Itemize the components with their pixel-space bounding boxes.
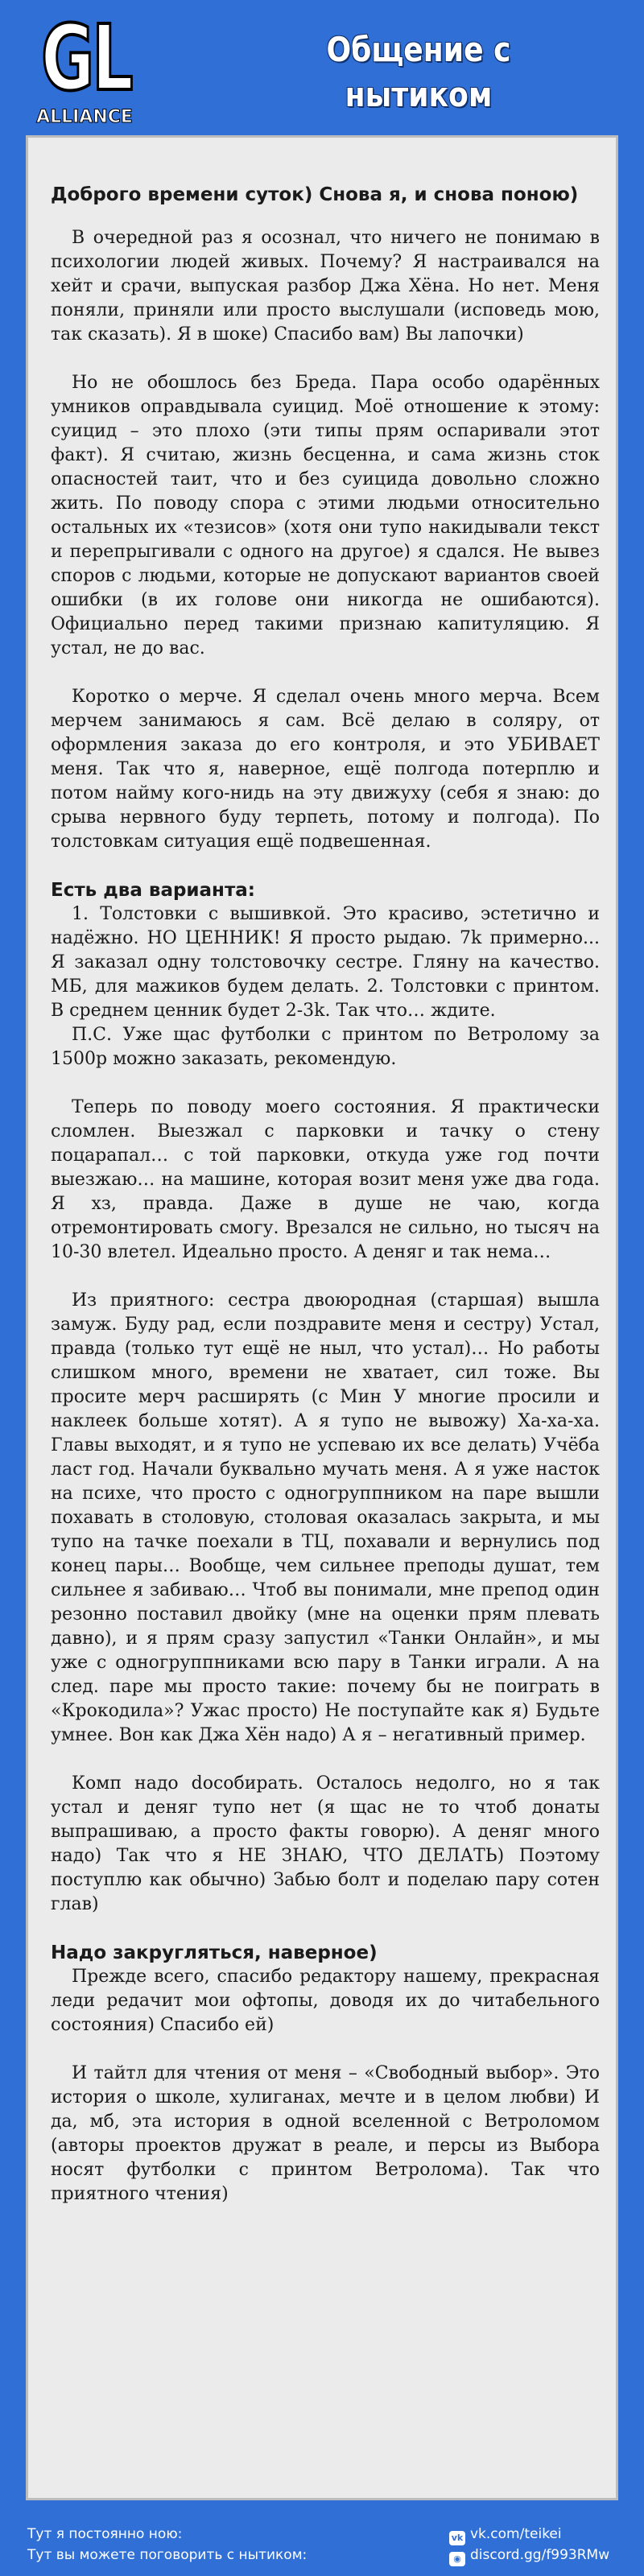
footer-line-2: Тут вы можете поговорить с нытиком: <box>27 2547 308 2563</box>
discord-icon: ◉ <box>449 2552 465 2566</box>
discord-link[interactable] <box>449 2545 626 2565</box>
article-content <box>51 183 600 2207</box>
paragraph-4: Теперь по поводу моего состояния. Я практически сломлен. Выезжал с парковки и тачку о стену поцарапал… с той парковки, откуда уже год почти выезжаю… на машине, которая возит меня уже два года. Я хз, правда. Даже в душе не чаю, когда отремонтировать смогу. Врезался не сильно, но тысяч на 10-30 влетел. Идеально просто. А деняг и так нема… <box>51 1097 600 1262</box>
page-title: Общение с нытиком <box>326 30 511 114</box>
discord-link-text: discord.gg/f993RMw <box>470 2547 610 2563</box>
paragraph-2: Но не обошлось без Бреда. Пара особо одарённых умников оправдывала суицид. Моё отношение к этому: суицид – это плохо (эти типы прям оспаривали этот факт). Я считаю, жизнь бесценна, и сама жизнь сток опасностей таит, что и без суицида довольно сложно жить. По поводу спора с этими людьми относительно остальных их «тезисов» (хотя они тупо накидывали текст и перепрыгивали с одного на другое) я сдался. Не вывез споров с людьми, которые не допускают вариантов своей ошибки (в их голове они никогда не ошибаются). Официально перед такими признаю капитуляцию. Я устал, не до вас. <box>51 373 600 658</box>
variants-heading: Есть два варианта: <box>51 880 255 901</box>
vk-link-text: vk.com/teikei <box>470 2526 562 2542</box>
ps-note: П.С. Уже щас футболки с принтом по Ветролому за 1500р можно заказать, рекомендую. <box>51 1025 600 1069</box>
paragraph-8: И тайтл для чтения от меня – «Свободный выбор». Это история о школе, хулиганах, мечте и в целом любви) И да, мб, эта история в одной вселенной с Ветроломом (авторы проектов дружат в реале, и персы из Выбора носят футболки с принтом Ветролома). Так что приятного чтения) <box>51 2063 600 2204</box>
paragraph-5: Из приятного: сестра двоюродная (старшая) вышла замуж. Буду рад, если поздравите меня и сестру) Устал, правда (только тут ещё не ныл, что устал)… Но работы слишком много, времени не хватает, сил тоже. Вы просите мерч расширять (с Мин У многие просили и наклеек больше хотят). А я тупо не вывожу) Ха-ха-ха. Главы выходят, и я тупо не успеваю их все делать) Учёба ласт год. Начали буквально мучать меня. А я уже насток на психе, что просто с одногруппником на паре вышли похавать в столовую, столовая оказалась закрыта, и мы тупо на тачке поехали в ТЦ, похавали и вернулись под конец пары… Вообще, чем сильнее преподы душат, тем сильнее я забиваю… Чтоб вы понимали, мне препод один резонно поставил двойку (мне на оценки прям плевать давно), и я прям сразу запустил «Танки Онлайн», и мы уже с одногруппниками всю пару в Танки играли. А на след. паре мы просто такие: почему бы не поиграть в «Крокодила»? Ужас просто) Не поступайте как я) Будьте умнее. Вон как Джа Хён надо) А я – негативный пример. <box>51 1290 600 1745</box>
gl-alliance-logo <box>24 6 145 130</box>
paragraph-7: Прежде всего, спасибо редактору нашему, прекрасная леди редачит мои офтопы, доводя их до читабельного состояния) Спасибо ей) <box>51 1967 600 2035</box>
footer-line-1: Тут я постоянно ною: <box>27 2526 183 2542</box>
vk-link[interactable] <box>449 2524 626 2544</box>
logo-alliance: ALLIANCE <box>36 107 133 127</box>
logo-gl: GL <box>40 6 131 111</box>
closing-heading: Надо закругляться, наверное) <box>51 1942 378 1963</box>
article-panel <box>26 135 618 2500</box>
paragraph-6: Комп надо dособирать. Осталось недолго, но я так устал и деняг тупо нет (я щас не то чтоб донаты выпрашиваю, а просто факты говорю). А деняг много надо) Так что я НЕ ЗНАЮ, ЧТО ДЕЛАТЬ) Поэтому поступлю как обычно) Забью болт и поделаю пару сотен глав) <box>51 1773 600 1914</box>
paragraph-1: В очередной раз я осознал, что ничего не понимаю в психологии людей живых. Почему? Я настраивался на хейт и срачи, выпуская разбор Джа Хёна. Но нет. Меня поняли, приняли или просто выслушали (исповедь мою, так сказать). Я в шоке) Спасибо вам) Вы лапочки) <box>51 228 600 345</box>
vk-icon: vk <box>449 2531 465 2545</box>
paragraph-3: Коротко о мерче. Я сделал очень много мерча. Всем мерчем занимаюсь я сам. Всё делаю в соляру, от оформления заказа до его контроля, и это УБИВАЕТ меня. Так что я, наверное, ещё полгода потерплю и потом найму кого-нидь на эту движуху (себя я знаю: до срыва нервного буду терпеть, потому и полгода). По толстовкам ситуация ещё подвешенная. <box>51 687 600 852</box>
footer <box>0 2520 644 2576</box>
header <box>0 0 644 137</box>
greeting: Доброго времени суток) Снова я, и снова поною) <box>51 184 579 205</box>
variants-body: 1. Толстовки с вышивкой. Это красиво, эстетично и надёжно. НО ЦЕННИК! Я просто рыдаю. 7k примерно... Я заказал одну толстовочку сестре. Гляну на качество. МБ, для мажиков будем делать. 2. Толстовки с принтом. В среднем ценник будет 2-3k. Так что… ждите. <box>51 904 600 1021</box>
